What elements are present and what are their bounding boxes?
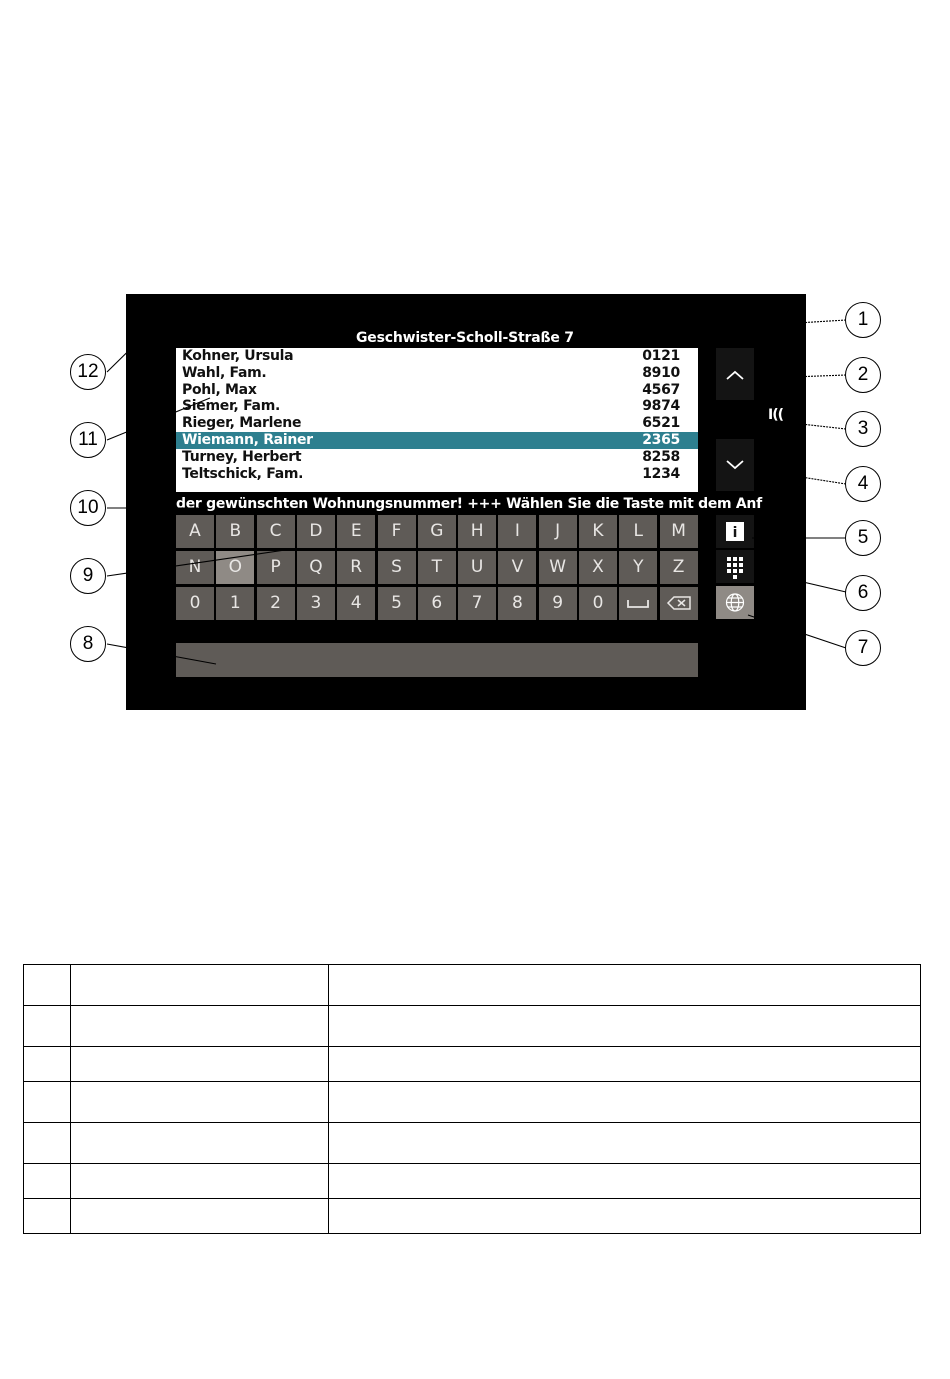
list-item[interactable] — [176, 382, 698, 399]
key-o[interactable]: O — [216, 551, 254, 584]
table-cell — [329, 1047, 921, 1082]
globe-icon — [716, 586, 754, 619]
list-item[interactable] — [176, 365, 698, 382]
space-key[interactable] — [619, 587, 657, 620]
address-title: Geschwister-Scholl-Straße 7 — [356, 330, 574, 346]
table-row — [24, 1123, 921, 1164]
key-q[interactable]: Q — [297, 551, 335, 584]
callout-9: 9 — [70, 558, 106, 594]
table-cell — [24, 1082, 71, 1123]
apartment-number: 0121 — [642, 348, 680, 364]
table-cell — [329, 1123, 921, 1164]
list-item[interactable] — [176, 449, 698, 466]
resident-name: Rieger, Marlene — [182, 415, 302, 432]
key-i[interactable]: I — [498, 515, 536, 548]
table-cell — [71, 1006, 329, 1047]
key-u[interactable]: U — [458, 551, 496, 584]
callout-2: 2 — [845, 357, 881, 393]
resident-name: Siemer, Fam. — [182, 398, 280, 415]
key-k[interactable]: K — [579, 515, 617, 548]
table-cell — [71, 1047, 329, 1082]
table-cell — [71, 1164, 329, 1199]
key-w[interactable]: W — [539, 551, 577, 584]
key-m[interactable]: M — [660, 515, 698, 548]
resident-name: Teltschick, Fam. — [182, 465, 304, 482]
key-p[interactable]: P — [257, 551, 295, 584]
apartment-number: 9874 — [642, 398, 680, 415]
language-button[interactable] — [716, 586, 754, 619]
key-f[interactable]: F — [378, 515, 416, 548]
key-d[interactable]: D — [297, 515, 335, 548]
resident-name: Turney, Herbert — [182, 448, 302, 465]
key-s[interactable]: S — [378, 551, 416, 584]
key-l[interactable]: L — [619, 515, 657, 548]
key-j[interactable]: J — [539, 515, 577, 548]
input-field[interactable] — [176, 643, 698, 677]
table-row — [24, 965, 921, 1006]
signal-indicator: I(( — [768, 407, 784, 423]
apartment-number: 4567 — [642, 381, 680, 398]
table-cell — [24, 1123, 71, 1164]
table-cell — [24, 1199, 71, 1234]
callout-1: 1 — [845, 302, 881, 338]
callout-8: 8 — [70, 626, 106, 662]
key-b[interactable]: B — [216, 515, 254, 548]
key-6[interactable]: 6 — [418, 587, 456, 620]
key-1[interactable]: 1 — [216, 587, 254, 620]
callout-6: 6 — [845, 575, 881, 611]
key-c[interactable]: C — [257, 515, 295, 548]
callout-3: 3 — [845, 411, 881, 447]
resident-name: Wiemann, Rainer — [182, 431, 313, 448]
apartment-number: 8258 — [642, 448, 680, 465]
table-cell — [71, 965, 329, 1006]
info-label: i — [732, 525, 738, 541]
table-row — [24, 1082, 921, 1123]
key-5[interactable]: 5 — [378, 587, 416, 620]
key-3[interactable]: 3 — [297, 587, 335, 620]
key-n[interactable]: N — [176, 551, 214, 584]
table-cell — [71, 1123, 329, 1164]
list-item[interactable] — [176, 398, 698, 415]
scroll-up-button[interactable] — [716, 348, 754, 400]
list-item[interactable] — [176, 466, 698, 483]
callout-5: 5 — [845, 520, 881, 556]
table-cell — [329, 1082, 921, 1123]
key-t[interactable]: T — [418, 551, 456, 584]
keypad-button[interactable] — [716, 550, 754, 583]
chevron-up-icon — [716, 348, 754, 400]
apartment-number: 2365 — [642, 431, 680, 448]
table-cell — [24, 1164, 71, 1199]
space-icon — [626, 596, 650, 610]
table-cell — [329, 965, 921, 1006]
table-cell — [24, 1047, 71, 1082]
info-icon — [716, 515, 754, 548]
table-row — [24, 1006, 921, 1047]
scroll-down-button[interactable] — [716, 439, 754, 491]
resident-name: Wahl, Fam. — [182, 364, 267, 381]
list-item[interactable] — [176, 348, 698, 365]
key-r[interactable]: R — [337, 551, 375, 584]
ticker-text: der gewünschten Wohnungsnummer! +++ Wählen Sie die Taste mit dem Anf — [176, 496, 762, 512]
table-cell — [24, 1006, 71, 1047]
table-cell — [24, 965, 71, 1006]
key-a[interactable]: A — [176, 515, 214, 548]
table-row — [24, 1199, 921, 1234]
key-g[interactable]: G — [418, 515, 456, 548]
table-cell — [329, 1006, 921, 1047]
backspace-key[interactable] — [660, 587, 698, 620]
chevron-down-icon — [716, 439, 754, 491]
resident-name: Pohl, Max — [182, 381, 257, 398]
table-row — [24, 1047, 921, 1082]
key-4[interactable]: 4 — [337, 587, 375, 620]
key-2[interactable]: 2 — [257, 587, 295, 620]
key-y[interactable]: Y — [619, 551, 657, 584]
table-cell — [329, 1199, 921, 1234]
apartment-number: 6521 — [642, 415, 680, 432]
apartment-number: 1234 — [642, 465, 680, 482]
backspace-icon — [666, 595, 692, 611]
list-item[interactable] — [176, 415, 698, 432]
callout-7: 7 — [845, 630, 881, 666]
key-x[interactable]: X — [579, 551, 617, 584]
key-h[interactable]: H — [458, 515, 496, 548]
list-item-selected[interactable] — [176, 432, 698, 449]
callout-12: 12 — [70, 354, 106, 390]
callout-11: 11 — [70, 422, 106, 458]
key-z[interactable]: Z — [660, 551, 698, 584]
key-9[interactable]: 9 — [539, 587, 577, 620]
callout-10: 10 — [70, 490, 106, 526]
legend-table — [23, 964, 921, 1234]
key-7[interactable]: 7 — [458, 587, 496, 620]
callout-4: 4 — [845, 466, 881, 502]
key-0[interactable]: 0 — [176, 587, 214, 620]
table-cell — [71, 1082, 329, 1123]
table-cell — [71, 1199, 329, 1234]
key-e[interactable]: E — [337, 515, 375, 548]
apartment-number: 8910 — [642, 364, 680, 381]
resident-name: Kohner, Ursula — [182, 348, 294, 364]
table-cell — [329, 1164, 921, 1199]
table-row — [24, 1164, 921, 1199]
keypad-icon — [716, 550, 754, 583]
key-0[interactable]: 0 — [579, 587, 617, 620]
key-8[interactable]: 8 — [498, 587, 536, 620]
info-button[interactable] — [716, 515, 754, 548]
key-v[interactable]: V — [498, 551, 536, 584]
resident-list[interactable] — [176, 348, 698, 492]
